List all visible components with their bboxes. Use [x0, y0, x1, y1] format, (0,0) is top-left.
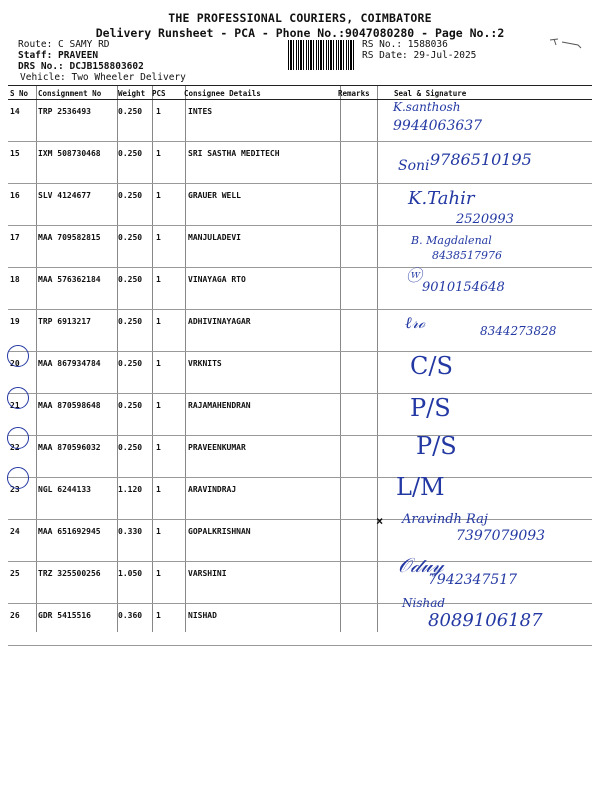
- remarks-cell: [336, 268, 372, 310]
- pcs-cell: 1: [150, 604, 182, 646]
- weight-cell: 0.250: [116, 100, 150, 142]
- pcs-cell: 1: [150, 436, 182, 478]
- col-sno-header: S No: [8, 86, 36, 100]
- corner-scribble-icon: [548, 36, 584, 50]
- signature-row-14-phone: 9944063637: [393, 118, 483, 134]
- signature-row-17-phone: 8438517976: [432, 249, 502, 262]
- consignee-cell: ADHIVINAYAGAR: [182, 310, 336, 352]
- remarks-cell: [336, 310, 372, 352]
- sno-cell: 24: [8, 520, 36, 562]
- consignment-cell: SLV 4124677: [36, 184, 116, 226]
- signature-row-26-phone: 8089106187: [428, 610, 543, 631]
- circle-mark: [7, 427, 29, 449]
- table-row: [8, 436, 592, 478]
- remarks-cell: [336, 478, 372, 520]
- signature-row-22: P/S: [416, 432, 457, 460]
- remarks-cell: [336, 226, 372, 268]
- pcs-cell: 1: [150, 520, 182, 562]
- signature-row-20: C/S: [410, 352, 453, 380]
- consignee-cell: ARAVINDRAJ: [182, 478, 336, 520]
- circle-mark: [7, 345, 29, 367]
- signature-row-21: P/S: [410, 394, 451, 422]
- weight-cell: 0.360: [116, 604, 150, 646]
- signature-row-17-name: B. Magdalenal: [411, 234, 492, 247]
- col-weight-header: Weight: [116, 86, 150, 100]
- col-consignee-header: Consignee Details: [182, 86, 336, 100]
- consignee-cell: VARSHINI: [182, 562, 336, 604]
- weight-cell: 0.250: [116, 436, 150, 478]
- weight-cell: 0.250: [116, 142, 150, 184]
- consignment-cell: TRP 2536493: [36, 100, 116, 142]
- route-info: Route: C SAMY RD: [18, 39, 110, 50]
- consignee-cell: GRAUER WELL: [182, 184, 336, 226]
- table-row: [8, 394, 592, 436]
- table-body: [8, 100, 592, 646]
- signature-row-19-phone: 8344273828: [480, 324, 557, 338]
- remarks-cell: [336, 100, 372, 142]
- pcs-cell: 1: [150, 226, 182, 268]
- sno-cell: 18: [8, 268, 36, 310]
- sno-cell: 16: [8, 184, 36, 226]
- weight-cell: 0.250: [116, 184, 150, 226]
- weight-cell: 1.120: [116, 478, 150, 520]
- signature-row-16-name: K.Tahir: [408, 188, 475, 209]
- signature-row-24-phone: 7397079093: [456, 528, 546, 544]
- rs-date: RS Date: 29-Jul-2025: [362, 50, 477, 61]
- consignee-cell: MANJULADEVI: [182, 226, 336, 268]
- runsheet-subtitle: Delivery Runsheet - PCA - Phone No.:9047080280 - Page No.:2: [95, 26, 505, 40]
- col-remarks-header: Remarks: [336, 86, 372, 100]
- table-row: [8, 478, 592, 520]
- sno-cell: 19: [8, 310, 36, 352]
- staff-info: Staff: PRAVEEN: [18, 50, 99, 61]
- sno-cell: 21: [8, 394, 36, 436]
- pcs-cell: 1: [150, 268, 182, 310]
- signature-row-15-name: Soni: [398, 158, 430, 174]
- sno-cell: 26: [8, 604, 36, 646]
- runsheet-table: [8, 86, 592, 646]
- cross-mark: ×: [376, 514, 384, 528]
- consignee-cell: INTES: [182, 100, 336, 142]
- signature-cell: [372, 436, 592, 478]
- sno-cell: 15: [8, 142, 36, 184]
- pcs-cell: 1: [150, 142, 182, 184]
- consignment-cell: MAA 870598648: [36, 394, 116, 436]
- consignee-cell: PRAVEENKUMAR: [182, 436, 336, 478]
- consignment-cell: MAA 576362184: [36, 268, 116, 310]
- signature-row-15-phone: 9786510195: [430, 150, 532, 169]
- consignment-cell: TRZ 325500256: [36, 562, 116, 604]
- consignment-cell: GDR 5415516: [36, 604, 116, 646]
- sno-cell: 22: [8, 436, 36, 478]
- signature-row-18-phone: 9010154648: [422, 280, 505, 295]
- sno-cell: 25: [8, 562, 36, 604]
- signature-row-24-name: Aravindh Raj: [402, 512, 488, 527]
- table-row: [8, 352, 592, 394]
- sno-cell: 20: [8, 352, 36, 394]
- consignment-cell: MAA 651692945: [36, 520, 116, 562]
- sno-cell: 17: [8, 226, 36, 268]
- barcode-image: [288, 40, 356, 70]
- circle-mark: [7, 467, 29, 489]
- weight-cell: 0.250: [116, 226, 150, 268]
- remarks-cell: [336, 184, 372, 226]
- pcs-cell: 1: [150, 394, 182, 436]
- remarks-cell: [336, 394, 372, 436]
- pcs-cell: 1: [150, 100, 182, 142]
- pcs-cell: 1: [150, 352, 182, 394]
- col-pcs-header: PCS: [150, 86, 182, 100]
- consignment-cell: IXM 508730468: [36, 142, 116, 184]
- remarks-cell: [336, 352, 372, 394]
- pcs-cell: 1: [150, 310, 182, 352]
- signature-row-26-name: Nishad: [402, 596, 446, 610]
- weight-cell: 0.330: [116, 520, 150, 562]
- weight-cell: 0.250: [116, 394, 150, 436]
- remarks-cell: [336, 520, 372, 562]
- table-row: [8, 100, 592, 142]
- table-row: [8, 226, 592, 268]
- weight-cell: 0.250: [116, 352, 150, 394]
- consignment-cell: NGL 6244133: [36, 478, 116, 520]
- remarks-cell: [336, 436, 372, 478]
- consignee-cell: NISHAD: [182, 604, 336, 646]
- circle-mark: [7, 387, 29, 409]
- rs-number: RS No.: 1588036: [362, 39, 448, 50]
- remarks-cell: [336, 142, 372, 184]
- pcs-cell: 1: [150, 184, 182, 226]
- consignee-cell: GOPALKRISHNAN: [182, 520, 336, 562]
- pcs-cell: 1: [150, 562, 182, 604]
- signature-row-18-mark: ⓦ: [406, 266, 423, 285]
- sno-cell: 23: [8, 478, 36, 520]
- signature-row-19-mark: ℓ𝓇ℴ: [405, 313, 426, 332]
- signature-row-16-phone: 2520993: [456, 212, 514, 227]
- remarks-cell: [336, 562, 372, 604]
- weight-cell: 1.050: [116, 562, 150, 604]
- consignment-cell: MAA 870596032: [36, 436, 116, 478]
- consignee-cell: SRI SASTHA MEDITECH: [182, 142, 336, 184]
- pcs-cell: 1: [150, 478, 182, 520]
- consignment-cell: TRP 6913217: [36, 310, 116, 352]
- col-signature-header: Seal & Signature: [372, 86, 592, 100]
- weight-cell: 0.250: [116, 268, 150, 310]
- remarks-cell: [336, 604, 372, 646]
- consignee-cell: RAJAMAHENDRAN: [182, 394, 336, 436]
- signature-cell: [372, 394, 592, 436]
- consignment-cell: MAA 867934784: [36, 352, 116, 394]
- signature-row-25-phone: 7942347517: [428, 572, 518, 588]
- signature-row-14-name: K.santhosh: [393, 100, 461, 114]
- consignment-cell: MAA 709582815: [36, 226, 116, 268]
- table-header-row: [8, 86, 592, 100]
- sno-cell: 14: [8, 100, 36, 142]
- col-consignment-header: Consignment No: [36, 86, 116, 100]
- drs-number: DRS No.: DCJB158803602: [18, 61, 144, 72]
- company-title: THE PROFESSIONAL COURIERS, COIMBATORE: [168, 11, 432, 25]
- signature-row-25-mark: 𝒪𝒹𝓊𝓎: [398, 553, 444, 577]
- signature-cell: [372, 352, 592, 394]
- weight-cell: 0.250: [116, 310, 150, 352]
- consignee-cell: VINAYAGA RTO: [182, 268, 336, 310]
- vehicle-info: Vehicle: Two Wheeler Delivery: [20, 72, 186, 83]
- signature-row-23: L/M: [396, 473, 445, 501]
- consignee-cell: VRKNITS: [182, 352, 336, 394]
